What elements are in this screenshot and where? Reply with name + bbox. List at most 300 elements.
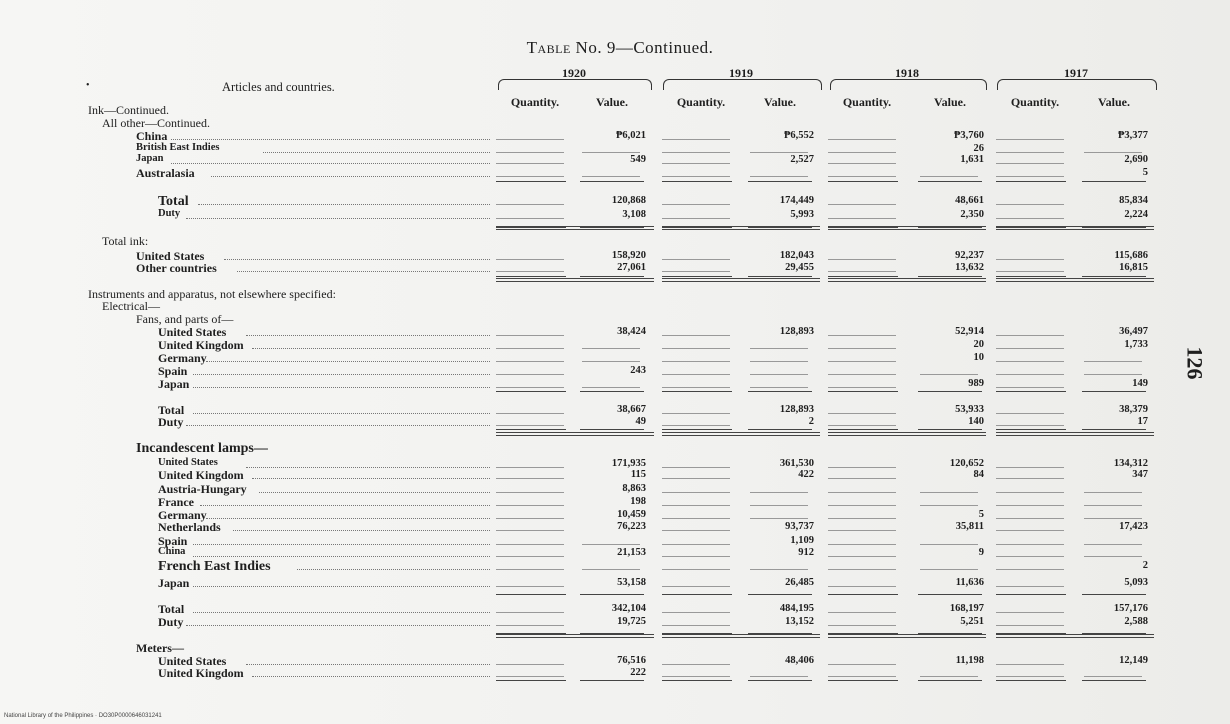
row-label: French East Indies [158, 559, 271, 574]
page-number: 126 [1182, 346, 1208, 380]
dot-leader [193, 544, 490, 545]
quantity-blank [996, 259, 1064, 260]
row-label: Duty [158, 208, 181, 219]
value-cell: 2,527 [790, 154, 814, 165]
year-brace [498, 79, 652, 90]
value-rule [580, 594, 644, 595]
value-rule [748, 594, 812, 595]
value-cell: 342,104 [611, 603, 646, 614]
row-label: Japan [158, 576, 190, 590]
value-cell: 422 [798, 469, 814, 480]
quantity-blank [662, 569, 730, 570]
value-column-header: Value. [596, 95, 628, 109]
value-cell: 2,224 [1124, 209, 1148, 220]
quantity-blank [496, 361, 564, 362]
row-label: United States [158, 654, 227, 668]
value-cell: 13,152 [785, 616, 814, 627]
quantity-blank [996, 361, 1064, 362]
row-label: Ink—Continued. [88, 103, 169, 117]
double-rule [996, 634, 1154, 638]
value-blank [920, 374, 978, 375]
dot-leader [193, 556, 490, 557]
value-blank [1084, 544, 1142, 545]
double-rule [662, 278, 820, 282]
quantity-blank [662, 625, 730, 626]
value-cell: 10 [973, 352, 984, 363]
quantity-blank [662, 204, 730, 205]
dot-leader [193, 612, 490, 613]
double-rule [662, 634, 820, 638]
row-label: Duty [158, 615, 184, 629]
value-cell: 5 [1142, 167, 1148, 178]
quantity-blank [996, 518, 1064, 519]
quantity-blank [496, 544, 564, 545]
quantity-blank [662, 530, 730, 531]
title-prefix: Table [526, 38, 571, 57]
value-rule [1082, 680, 1146, 681]
double-rule [662, 432, 820, 436]
value-rule [580, 391, 644, 392]
value-cell: 158,920 [611, 250, 646, 261]
quantity-blank [662, 544, 730, 545]
quantity-blank [496, 518, 564, 519]
row-label: Fans, and parts of— [136, 312, 234, 326]
row-label: Electrical— [102, 299, 160, 313]
value-cell: 26,485 [785, 577, 814, 588]
dot-leader [263, 152, 490, 153]
dot-leader [171, 139, 490, 140]
dot-leader [193, 586, 490, 587]
value-cell: 1,733 [1124, 339, 1148, 350]
value-cell: 3,108 [622, 209, 646, 220]
value-cell: 171,935 [611, 458, 646, 469]
quantity-blank [828, 348, 896, 349]
quantity-rule [996, 391, 1066, 392]
value-cell: ₱3,377 [1117, 130, 1148, 141]
quantity-blank [996, 676, 1064, 677]
quantity-blank [828, 612, 896, 613]
value-rule [918, 391, 982, 392]
quantity-blank [662, 467, 730, 468]
quantity-blank [996, 218, 1064, 219]
bullet-mark: • [86, 80, 90, 91]
value-rule [580, 181, 644, 182]
quantity-blank [996, 348, 1064, 349]
quantity-blank [662, 518, 730, 519]
row-label: United States [158, 457, 218, 468]
row-label: All other—Continued. [102, 116, 210, 130]
double-rule [496, 634, 654, 638]
quantity-blank [828, 544, 896, 545]
quantity-blank [996, 271, 1064, 272]
quantity-blank [828, 361, 896, 362]
value-cell: 49 [635, 416, 646, 427]
quantity-column-header: Quantity. [510, 95, 560, 109]
value-cell: 53,158 [617, 577, 646, 588]
row-label: France [158, 495, 194, 509]
quantity-blank [662, 505, 730, 506]
dot-leader [186, 625, 490, 626]
value-cell: 243 [630, 365, 646, 376]
quantity-blank [496, 413, 564, 414]
value-cell: 912 [798, 547, 814, 558]
row-label: Instruments and apparatus, not elsewhere specified: [88, 287, 336, 301]
quantity-column-header: Quantity. [1010, 95, 1060, 109]
quantity-blank [496, 218, 564, 219]
dot-leader [237, 271, 490, 272]
value-cell: 5,251 [960, 616, 984, 627]
value-rule [748, 276, 812, 277]
value-rule [1082, 181, 1146, 182]
quantity-rule [496, 276, 566, 277]
value-rule [918, 276, 982, 277]
quantity-blank [996, 163, 1064, 164]
quantity-blank [996, 204, 1064, 205]
quantity-blank [996, 387, 1064, 388]
title-rest: No. 9—Continued. [570, 38, 714, 57]
value-blank [920, 492, 978, 493]
value-rule [1082, 391, 1146, 392]
value-cell: 5,993 [790, 209, 814, 220]
quantity-blank [828, 425, 896, 426]
double-rule [496, 432, 654, 436]
quantity-blank [996, 152, 1064, 153]
quantity-rule [828, 594, 898, 595]
quantity-blank [662, 259, 730, 260]
value-cell: 2 [1142, 560, 1148, 571]
quantity-blank [828, 569, 896, 570]
quantity-rule [996, 276, 1066, 277]
row-label: Austria-Hungary [158, 482, 247, 496]
value-blank [1084, 492, 1142, 493]
quantity-blank [496, 530, 564, 531]
value-cell: 182,043 [779, 250, 814, 261]
value-cell: 1,631 [960, 154, 984, 165]
quantity-blank [662, 139, 730, 140]
value-cell: 140 [968, 416, 984, 427]
value-cell: 1,109 [790, 535, 814, 546]
quantity-blank [828, 518, 896, 519]
dot-leader [246, 467, 490, 468]
quantity-blank [828, 176, 896, 177]
value-cell: 29,455 [785, 262, 814, 273]
quantity-blank [496, 569, 564, 570]
dot-leader [259, 492, 490, 493]
value-blank [750, 152, 808, 153]
quantity-blank [828, 625, 896, 626]
row-label: Spain [158, 364, 188, 378]
value-cell: 11,636 [955, 577, 984, 588]
row-label: China [136, 129, 168, 143]
quantity-blank [662, 492, 730, 493]
quantity-rule [496, 429, 566, 430]
row-label: Total [158, 194, 189, 209]
value-blank [1084, 556, 1142, 557]
table-title [0, 38, 1230, 58]
quantity-rule [662, 429, 732, 430]
value-cell: 38,667 [617, 404, 646, 415]
quantity-blank [828, 163, 896, 164]
quantity-blank [996, 530, 1064, 531]
quantity-blank [662, 163, 730, 164]
dot-leader [252, 478, 490, 479]
dot-leader [200, 505, 490, 506]
quantity-blank [662, 152, 730, 153]
quantity-blank [828, 152, 896, 153]
quantity-blank [828, 676, 896, 677]
value-cell: 17 [1137, 416, 1148, 427]
dot-leader [211, 176, 490, 177]
value-cell: 16,815 [1119, 262, 1148, 273]
dot-leader [198, 204, 490, 205]
value-cell: 2,588 [1124, 616, 1148, 627]
value-cell: 134,312 [1113, 458, 1148, 469]
value-cell: 12,149 [1119, 655, 1148, 666]
quantity-rule [828, 680, 898, 681]
value-blank [750, 361, 808, 362]
value-rule [1082, 429, 1146, 430]
year-brace [663, 79, 822, 90]
quantity-blank [828, 374, 896, 375]
quantity-blank [496, 387, 564, 388]
value-cell: 35,811 [955, 521, 984, 532]
value-cell: 549 [630, 154, 646, 165]
dot-leader [224, 259, 490, 260]
quantity-blank [496, 348, 564, 349]
year-header: 1918 [895, 66, 919, 80]
value-blank [920, 176, 978, 177]
quantity-blank [828, 586, 896, 587]
row-label: United Kingdom [158, 666, 244, 680]
value-rule [918, 429, 982, 430]
quantity-blank [828, 492, 896, 493]
quantity-blank [996, 625, 1064, 626]
quantity-blank [996, 413, 1064, 414]
year-header: 1919 [729, 66, 753, 80]
year-header: 1917 [1064, 66, 1088, 80]
dot-leader [252, 348, 490, 349]
value-blank [920, 544, 978, 545]
double-rule [496, 226, 654, 230]
dot-leader [193, 374, 490, 375]
row-label: Japan [158, 377, 190, 391]
quantity-blank [662, 425, 730, 426]
value-blank [920, 569, 978, 570]
quantity-blank [996, 544, 1064, 545]
quantity-rule [662, 391, 732, 392]
quantity-blank [496, 492, 564, 493]
row-label: China [158, 546, 186, 557]
articles-header: Articles and countries. [222, 80, 335, 94]
value-blank [750, 374, 808, 375]
value-cell: 149 [1132, 378, 1148, 389]
value-cell: 2 [808, 416, 814, 427]
quantity-blank [496, 612, 564, 613]
value-cell: 8,863 [622, 483, 646, 494]
quantity-rule [496, 594, 566, 595]
dot-leader [186, 218, 490, 219]
value-cell: 92,237 [955, 250, 984, 261]
quantity-blank [828, 467, 896, 468]
quantity-blank [662, 335, 730, 336]
dot-leader [186, 425, 490, 426]
quantity-blank [662, 348, 730, 349]
quantity-blank [496, 271, 564, 272]
row-label: Total ink: [102, 234, 149, 248]
quantity-blank [496, 152, 564, 153]
quantity-rule [828, 276, 898, 277]
quantity-blank [996, 612, 1064, 613]
value-cell: 48,661 [955, 195, 984, 206]
value-rule [580, 680, 644, 681]
quantity-blank [828, 505, 896, 506]
value-cell: 27,061 [617, 262, 646, 273]
row-label: United Kingdom [158, 468, 244, 482]
quantity-blank [662, 612, 730, 613]
dot-leader [193, 413, 490, 414]
value-blank [582, 361, 640, 362]
quantity-rule [828, 429, 898, 430]
value-cell: 38,424 [617, 326, 646, 337]
quantity-blank [996, 139, 1064, 140]
dot-leader [171, 163, 490, 164]
quantity-blank [996, 505, 1064, 506]
value-cell: ₱6,552 [783, 130, 814, 141]
value-rule [748, 680, 812, 681]
dot-leader [252, 676, 490, 677]
value-rule [748, 429, 812, 430]
value-cell: 120,652 [949, 458, 984, 469]
value-cell: 128,893 [779, 326, 814, 337]
row-label: Netherlands [158, 520, 221, 534]
value-blank [582, 348, 640, 349]
value-rule [918, 680, 982, 681]
quantity-rule [662, 594, 732, 595]
value-cell: 2,690 [1124, 154, 1148, 165]
value-cell: 13,632 [955, 262, 984, 273]
value-cell: 128,893 [779, 404, 814, 415]
value-blank [750, 518, 808, 519]
value-blank [750, 176, 808, 177]
quantity-rule [496, 391, 566, 392]
value-cell: 347 [1132, 469, 1148, 480]
dot-leader [246, 664, 490, 665]
value-column-header: Value. [1098, 95, 1130, 109]
dot-leader [206, 361, 490, 362]
quantity-blank [996, 374, 1064, 375]
value-blank [1084, 374, 1142, 375]
dot-leader [233, 530, 490, 531]
quantity-blank [828, 139, 896, 140]
quantity-rule [662, 680, 732, 681]
quantity-blank [496, 467, 564, 468]
value-blank [1084, 518, 1142, 519]
value-cell: 85,834 [1119, 195, 1148, 206]
quantity-blank [996, 478, 1064, 479]
row-label: Spain [158, 534, 188, 548]
quantity-blank [996, 492, 1064, 493]
quantity-blank [662, 218, 730, 219]
quantity-rule [662, 276, 732, 277]
value-rule [580, 276, 644, 277]
value-blank [750, 676, 808, 677]
value-blank [1084, 361, 1142, 362]
quantity-blank [996, 176, 1064, 177]
quantity-rule [662, 181, 732, 182]
value-blank [750, 348, 808, 349]
value-cell: 115 [630, 469, 646, 480]
quantity-blank [996, 586, 1064, 587]
double-rule [828, 278, 986, 282]
quantity-blank [662, 374, 730, 375]
value-blank [582, 387, 640, 388]
quantity-column-header: Quantity. [676, 95, 726, 109]
quantity-blank [828, 664, 896, 665]
value-cell: 5,093 [1124, 577, 1148, 588]
quantity-blank [496, 664, 564, 665]
year-brace [997, 79, 1157, 90]
value-cell: 48,406 [785, 655, 814, 666]
quantity-blank [496, 259, 564, 260]
quantity-blank [662, 478, 730, 479]
quantity-blank [496, 505, 564, 506]
quantity-blank [828, 271, 896, 272]
value-rule [1082, 594, 1146, 595]
quantity-blank [496, 139, 564, 140]
quantity-blank [662, 676, 730, 677]
double-rule [662, 226, 820, 230]
double-rule [828, 226, 986, 230]
value-cell: 52,914 [955, 326, 984, 337]
value-blank [920, 505, 978, 506]
quantity-column-header: Quantity. [842, 95, 892, 109]
value-cell: 10,459 [617, 509, 646, 520]
year-brace [830, 79, 987, 90]
value-cell: 19,725 [617, 616, 646, 627]
quantity-blank [496, 374, 564, 375]
quantity-blank [496, 556, 564, 557]
quantity-blank [662, 664, 730, 665]
quantity-blank [662, 586, 730, 587]
value-blank [582, 152, 640, 153]
value-blank [1084, 676, 1142, 677]
quantity-blank [996, 425, 1064, 426]
value-cell: 989 [968, 378, 984, 389]
value-rule [918, 181, 982, 182]
value-rule [1082, 276, 1146, 277]
row-label: Japan [136, 153, 164, 164]
value-cell: ₱3,760 [953, 130, 984, 141]
value-cell: 93,737 [785, 521, 814, 532]
quantity-blank [496, 425, 564, 426]
quantity-rule [496, 181, 566, 182]
row-label: Total [158, 602, 185, 616]
value-cell: 5 [978, 509, 984, 520]
value-blank [582, 569, 640, 570]
value-blank [582, 176, 640, 177]
double-rule [996, 226, 1154, 230]
quantity-blank [996, 556, 1064, 557]
value-cell: ₱6,021 [615, 130, 646, 141]
row-label: Meters— [136, 641, 184, 655]
double-rule [496, 278, 654, 282]
value-cell: 168,197 [949, 603, 984, 614]
footer-credit: National Library of the Philippines · DO30P0000646031241 [4, 713, 162, 719]
value-blank [1084, 505, 1142, 506]
value-cell: 53,933 [955, 404, 984, 415]
dot-leader [193, 387, 490, 388]
quantity-blank [496, 586, 564, 587]
